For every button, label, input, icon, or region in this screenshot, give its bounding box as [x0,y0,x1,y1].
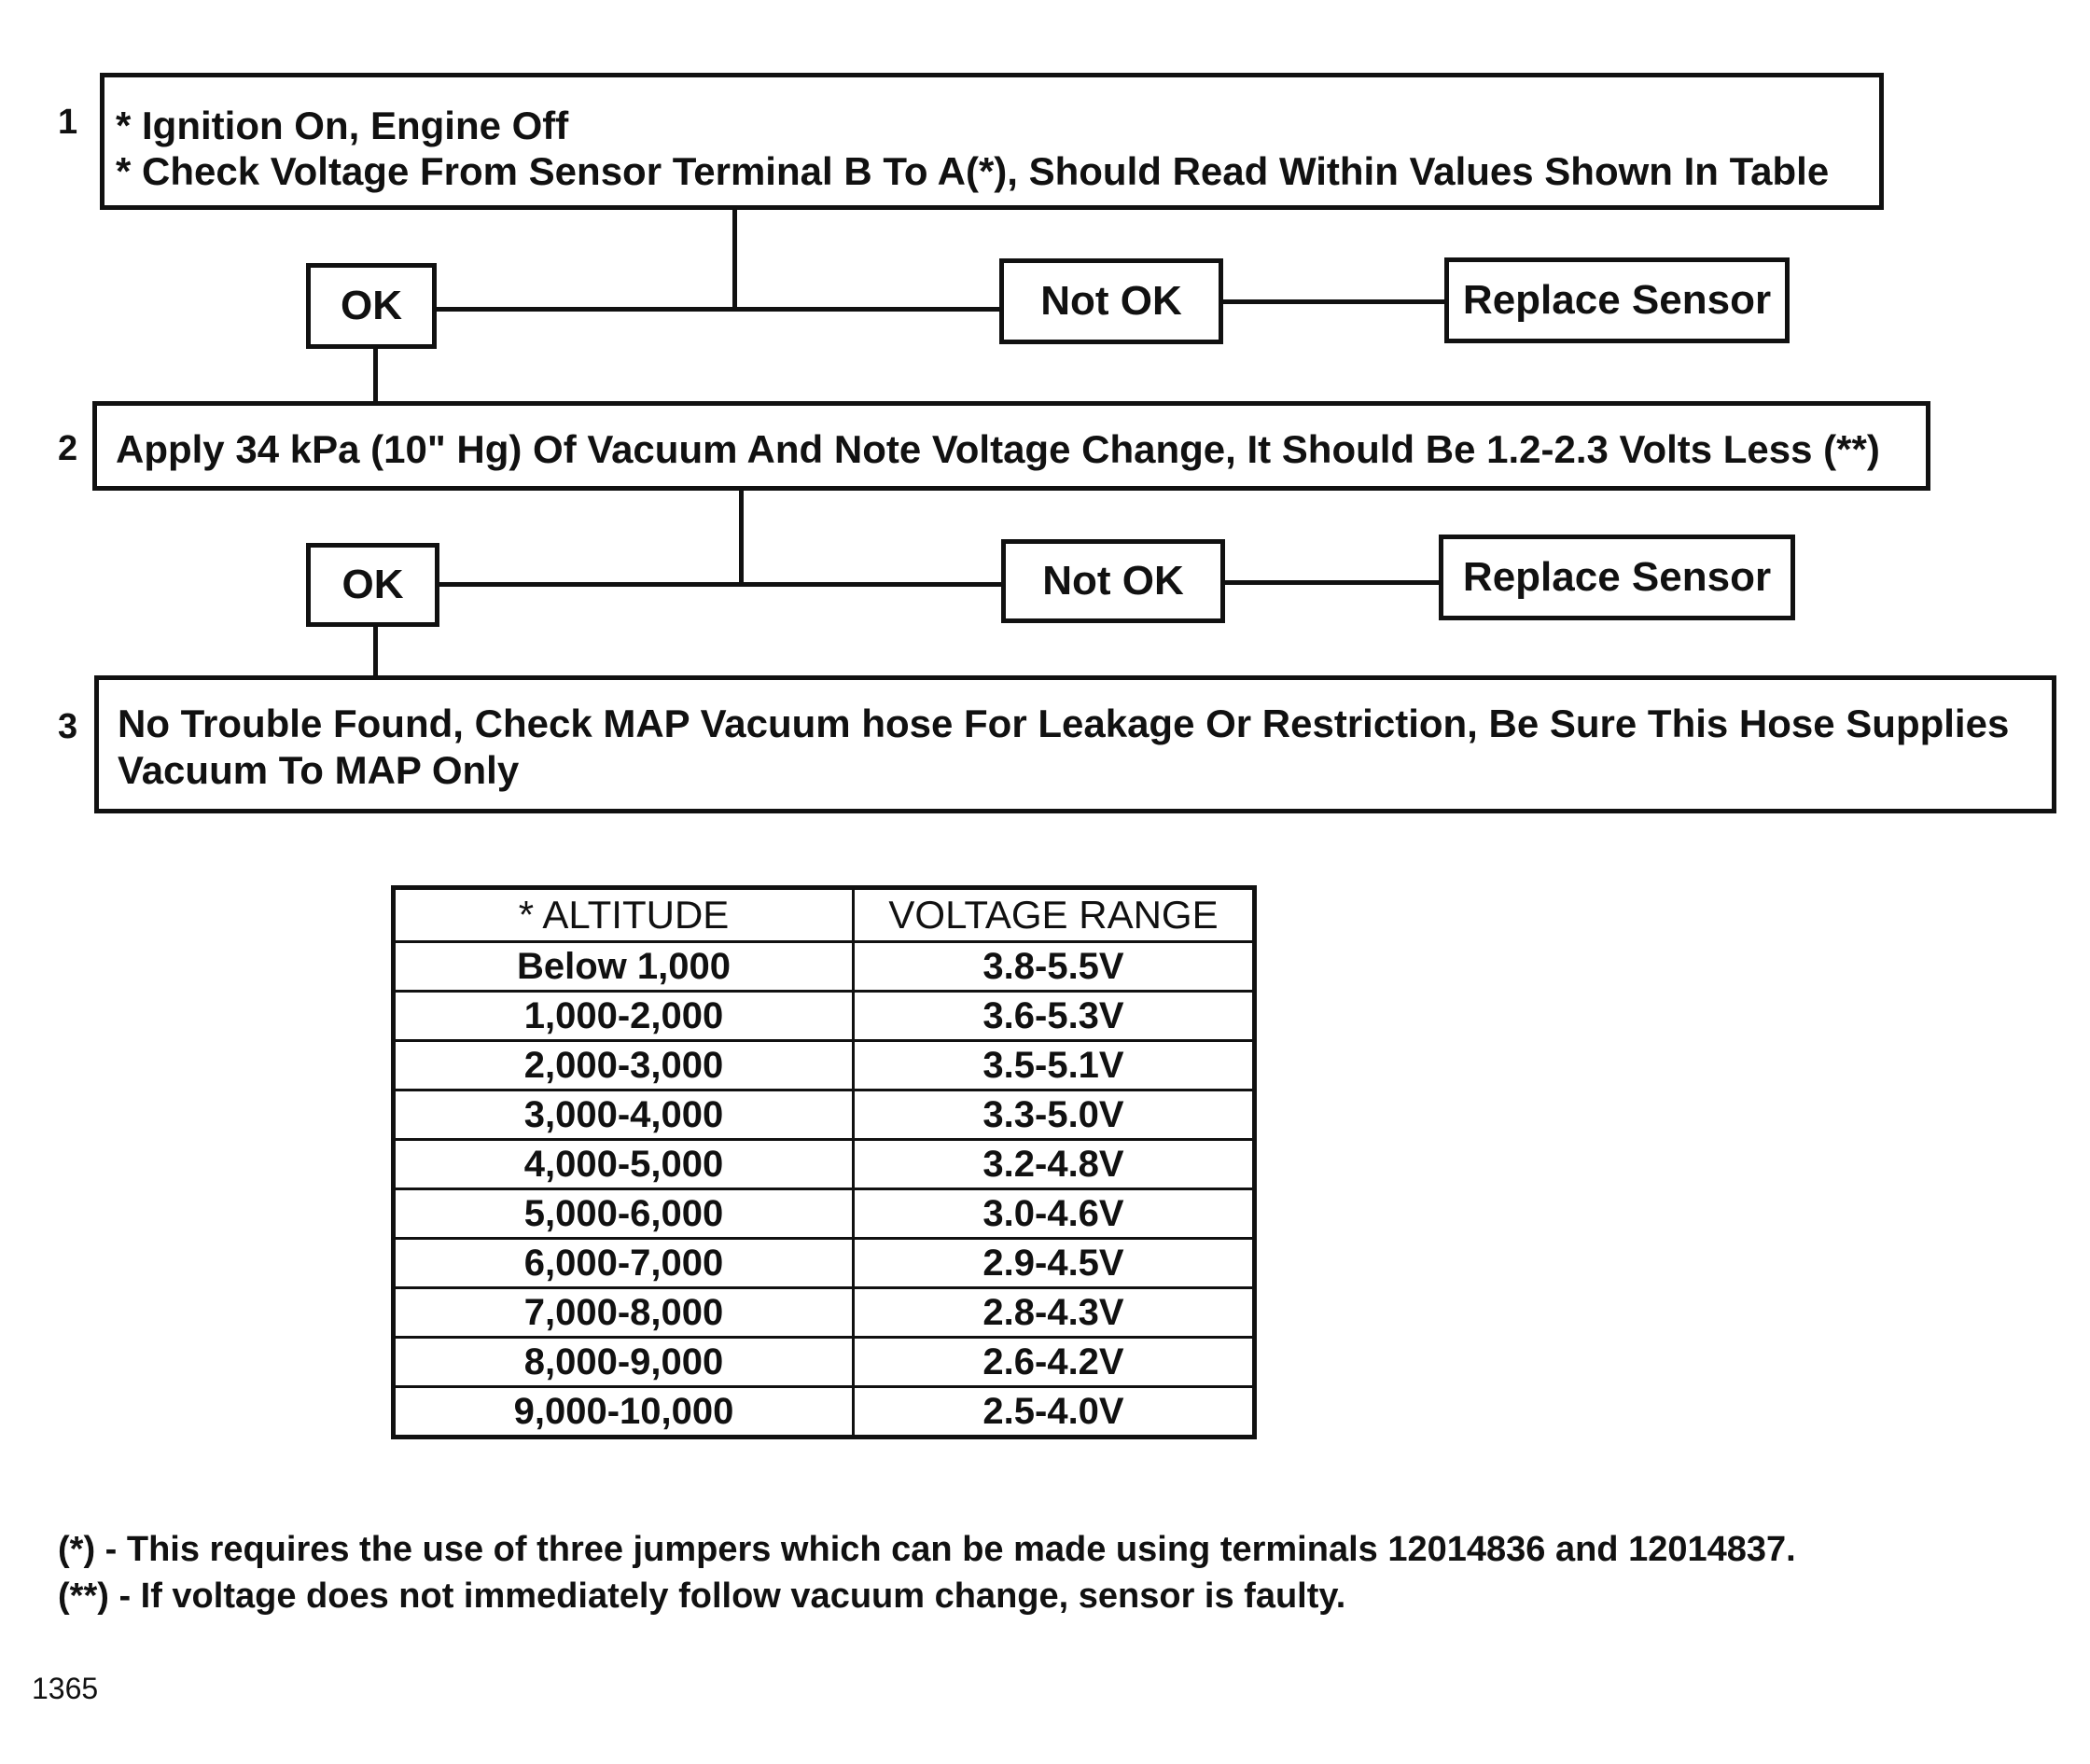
connector-ok2-to-notok2 [437,582,1006,587]
table-cell-voltage: 3.0-4.6V [854,1189,1255,1239]
step-3-box [94,675,2056,813]
table-cell-voltage: 3.5-5.1V [854,1041,1255,1090]
table-row [394,1387,1255,1438]
table-cell-altitude: 4,000-5,000 [394,1140,854,1189]
connector-notok2-to-replace2 [1222,580,1451,585]
table-cell-altitude: 7,000-8,000 [394,1288,854,1338]
table-cell-voltage: 3.3-5.0V [854,1090,1255,1140]
connector-ok2-to-step3 [373,625,378,683]
table-header-voltage-range: VOLTAGE RANGE [854,888,1255,942]
replace-sensor-box-1: Replace Sensor [1444,257,1790,343]
table-cell-voltage: 2.8-4.3V [854,1288,1255,1338]
table-cell-altitude: 5,000-6,000 [394,1189,854,1239]
table-cell-altitude: 8,000-9,000 [394,1338,854,1387]
footnote-single-asterisk: (*) - This requires the use of three jumpers which can be made using terminals 12014836 and 12014837. [58,1530,1796,1569]
table-row [394,1090,1255,1140]
connector-notok1-to-replace1 [1220,299,1454,304]
connector-ok1-to-notok1 [434,307,1003,312]
step-2-box [92,401,1930,491]
table-cell-altitude: 1,000-2,000 [394,992,854,1041]
table-cell-altitude: 9,000-10,000 [394,1387,854,1438]
table-row [394,1239,1255,1288]
replace-sensor-box-2: Replace Sensor [1439,535,1795,620]
footnote-double-asterisk: (**) - If voltage does not immediately follow vacuum change, sensor is faulty. [58,1576,1346,1616]
table-cell-voltage: 3.6-5.3V [854,992,1255,1041]
step-1-line-2: * Check Voltage From Sensor Terminal B To A(*), Should Read Within Values Shown In Table [116,149,1830,193]
connector-ok1-to-step2 [373,347,378,405]
ok-box-2: OK [306,543,439,627]
table-row [394,1189,1255,1239]
table-row [394,992,1255,1041]
figure-number: 1365 [32,1672,99,1705]
step-3-number: 3 [58,707,78,746]
not-ok-box-2: Not OK [1001,539,1225,623]
step-3-line-1: No Trouble Found, Check MAP Vacuum hose For Leakage Or Restriction, Be Sure This Hose Supplies [118,701,2010,745]
table-cell-voltage: 2.9-4.5V [854,1239,1255,1288]
ok-box-1: OK [306,263,437,349]
table-cell-voltage: 2.5-4.0V [854,1387,1255,1438]
table-cell-altitude: 6,000-7,000 [394,1239,854,1288]
altitude-voltage-table [391,885,1257,1439]
table-cell-voltage: 2.6-4.2V [854,1338,1255,1387]
connector-step1-down [732,210,737,309]
step-1-number: 1 [58,103,78,142]
table-cell-voltage: 3.2-4.8V [854,1140,1255,1189]
table-cell-altitude: Below 1,000 [394,942,854,992]
table-cell-voltage: 3.8-5.5V [854,942,1255,992]
table-header-altitude: * ALTITUDE [394,888,854,942]
not-ok-box-1: Not OK [999,258,1223,344]
table-cell-altitude: 3,000-4,000 [394,1090,854,1140]
step-1-box [100,73,1884,210]
connector-step2-down [739,491,744,586]
table-row [394,1338,1255,1387]
table-row [394,1288,1255,1338]
step-2-number: 2 [58,429,78,468]
table-row [394,1140,1255,1189]
step-1-line-1: * Ignition On, Engine Off [116,104,569,147]
step-2-line-1: Apply 34 kPa (10" Hg) Of Vacuum And Note Voltage Change, It Should Be 1.2-2.3 Volts Less (**) [116,427,1880,471]
table-header-row [394,888,1255,942]
table-row [394,1041,1255,1090]
table-row [394,942,1255,992]
step-3-line-2: Vacuum To MAP Only [118,748,520,792]
table-cell-altitude: 2,000-3,000 [394,1041,854,1090]
